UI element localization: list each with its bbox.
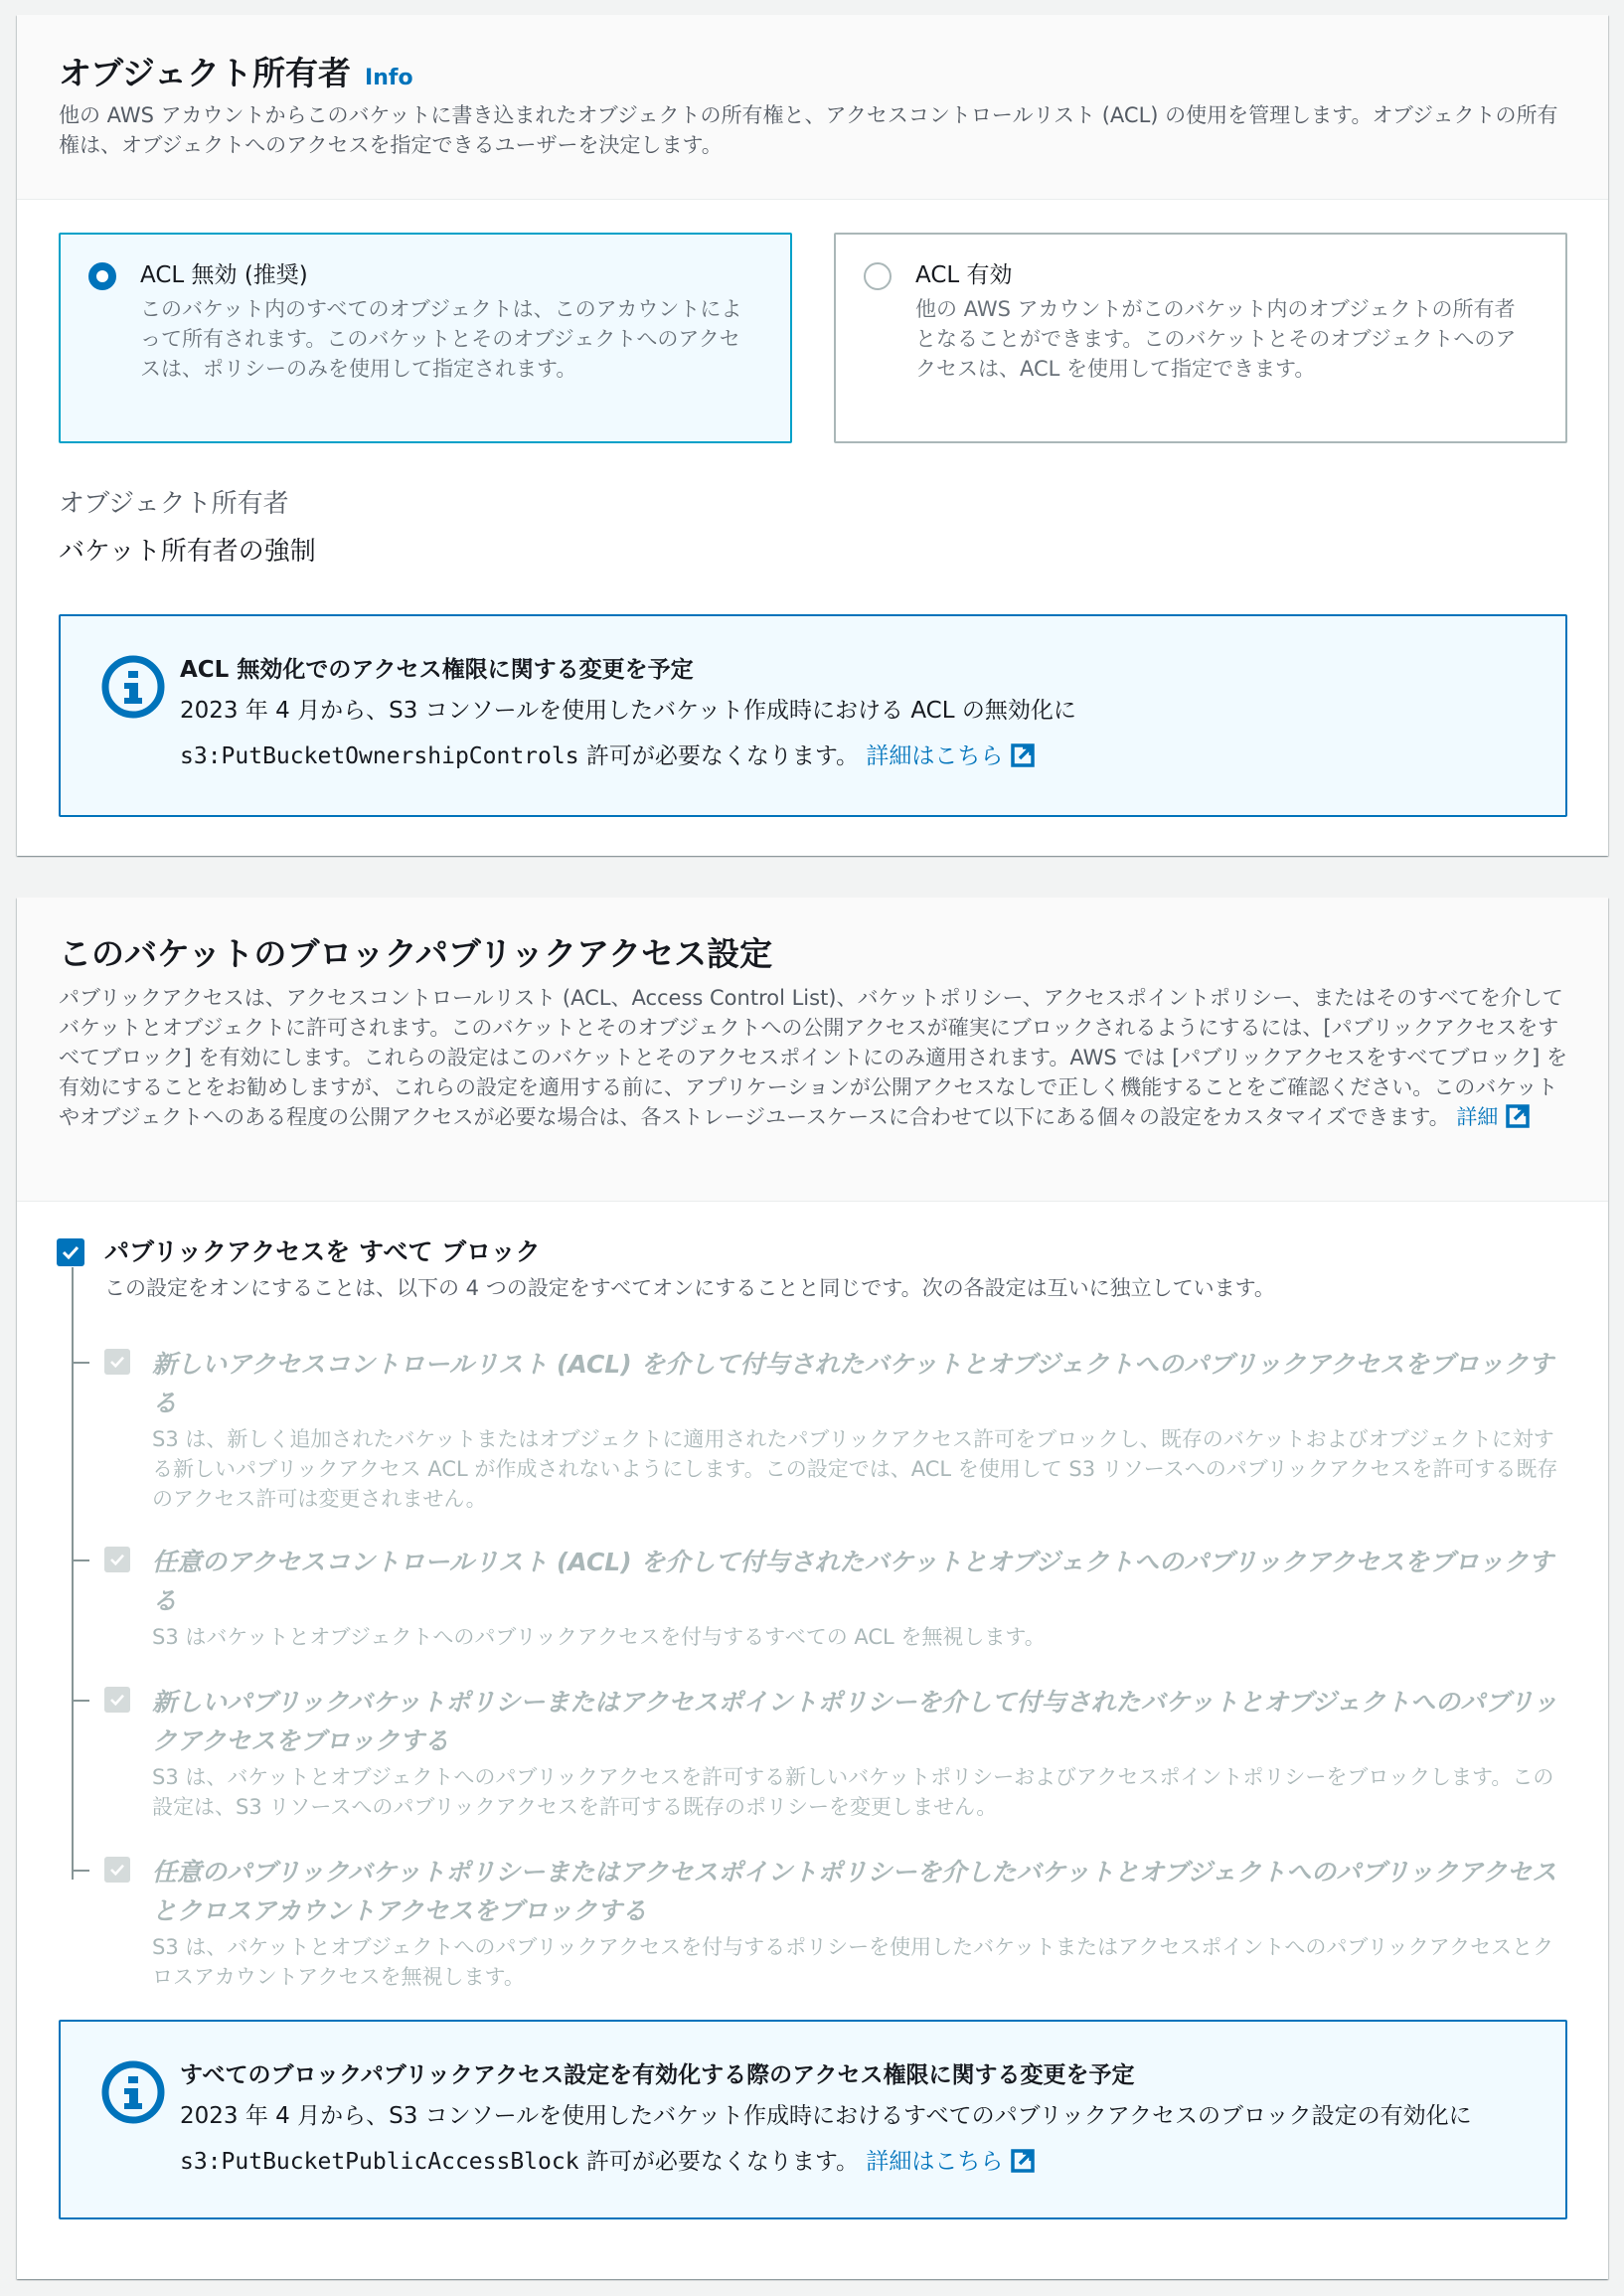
info-link[interactable]: Info <box>365 66 413 90</box>
block-public-access-description <box>59 983 1568 1132</box>
radio-selected-icon[interactable] <box>88 262 116 290</box>
alert-title: ACL 無効化でのアクセス権限に関する変更を予定 <box>180 657 694 683</box>
setting-block-any-policies <box>104 1853 1568 1992</box>
setting-description: S3 は、バケットとオブジェクトへのパブリックアクセスを付与するポリシーを使用したバケットまたはアクセスポイントへのパブリックアクセスとクロスアカウントアクセスを無視します。 <box>152 1935 1554 1989</box>
alert-text-after: 許可が必要なくなります。 <box>578 2149 860 2175</box>
setting-label: 任意のパブリックバケットポリシーまたはアクセスポイントポリシーを介したバケットとオブジェクトへのパブリックアクセスとクロスアカウントアクセスをブロックする <box>152 1858 1557 1925</box>
object-ownership-panel <box>17 15 1608 856</box>
alert-body <box>180 652 1526 779</box>
details-link[interactable] <box>1456 1105 1530 1129</box>
external-link-icon <box>1506 1104 1530 1128</box>
block-all-checkbox[interactable] <box>57 1238 84 1266</box>
block-public-access-header <box>17 898 1608 1202</box>
alert-permission-code: s3:PutBucketPublicAccessBlock <box>180 2149 579 2175</box>
learn-more-label: 詳細はこちら <box>866 2149 1004 2175</box>
check-icon <box>109 1694 125 1706</box>
tree-tick <box>72 1362 89 1364</box>
info-circle-icon <box>100 654 166 720</box>
setting-checkbox-disabled[interactable] <box>104 1857 130 1883</box>
alert-text <box>180 688 1526 779</box>
object-owner-field-value: バケット所有者の強制 <box>59 537 316 567</box>
check-icon <box>109 1356 125 1368</box>
acl-disabled-label: ACL 無効 (推奨) <box>140 262 308 288</box>
block-public-access-panel <box>17 898 1608 2279</box>
setting-description: S3 はバケットとオブジェクトへのパブリックアクセスを付与するすべての ACL を無視します。 <box>152 1625 1046 1649</box>
learn-more-label: 詳細はこちら <box>866 743 1004 769</box>
learn-more-link[interactable] <box>866 743 1035 769</box>
setting-block-new-policies <box>104 1683 1568 1822</box>
alert-permission-code: s3:PutBucketOwnershipControls <box>180 743 579 769</box>
info-circle-icon <box>100 2059 166 2125</box>
setting-description: S3 は、新しく追加されたバケットまたはオブジェクトに適用されたパブリックアクセス許可をブロックし、既存のバケットおよびオブジェクトに対する新しいパブリックアクセス ACL が作成されないようにします。この設定では、ACL を使用して S3 リソースへのパブリックアクセスを許可する既存のアクセス許可は変更されません。 <box>152 1427 1558 1511</box>
tree-tick <box>72 1559 89 1561</box>
acl-enabled-option[interactable] <box>834 233 1567 443</box>
object-ownership-title: オブジェクト所有者 <box>59 54 352 92</box>
block-all-label: パブリックアクセスを すべて ブロック <box>104 1237 541 1266</box>
object-ownership-description: 他の AWS アカウントからこのバケットに書き込まれたオブジェクトの所有権と、アクセスコントロールリスト (ACL) の使用を管理します。オブジェクトの所有権は、オブジェクトへのアクセスを指定できるユーザーを決定します。 <box>59 103 1558 157</box>
setting-block-any-acls <box>104 1543 1568 1652</box>
acl-enabled-description: 他の AWS アカウントがこのバケット内のオブジェクトの所有者となることができます。このバケットとそのオブジェクトへのアクセスは、ACL を使用して指定できます。 <box>915 297 1517 381</box>
acl-disabled-description: このバケット内のすべてのオブジェクトは、このアカウントによって所有されます。このバケットとそのオブジェクトへのアクセスは、ポリシーのみを使用して指定されます。 <box>140 297 742 381</box>
setting-description: S3 は、バケットとオブジェクトへのパブリックアクセスを許可する新しいバケットポリシーおよびアクセスポイントポリシーをブロックします。この設定は、S3 リソースへのパブリックアクセスを許可する既存のポリシーを変更しません。 <box>152 1765 1554 1819</box>
tree-tick <box>72 1870 89 1872</box>
alert-text-before: 2023 年 4 月から、S3 コンソールを使用したバケット作成時における ACL の無効化に <box>180 698 1076 724</box>
tree-line <box>72 1267 74 1880</box>
block-public-access-description-text: パブリックアクセスは、アクセスコントロールリスト (ACL、Access Control List)、バケットポリシー、アクセスポイントポリシー、またはそのすべてを介してバケットとオブジェクトに許可されます。このバケットとそのオブジェクトへの公開アクセスが確実にブロックされるようにするには、[パブリックアクセスをすべてブロック] を有効にします。これらの設定はこのバケットとそのアクセスポイントにのみ適用されます。AWS では [パブリックアクセスをすべてブロック] を有効にすることをお勧めしますが、これらの設定を適用する前に、アプリケーションが公開アクセスなしで正しく機能することをご確認ください。このバケットやオブジェクトへのある程度の公開アクセスが必要な場合は、各ストレージユースケースに合わせて以下にある個々の設定をカスタマイズできます。 <box>59 986 1567 1129</box>
acl-disabled-option[interactable] <box>59 233 792 443</box>
external-link-icon <box>1011 2149 1035 2173</box>
check-icon <box>62 1245 80 1259</box>
tree-tick <box>72 1700 89 1702</box>
alert-text-before: 2023 年 4 月から、S3 コンソールを使用したバケット作成時におけるすべてのパブリックアクセスのブロック設定の有効化に <box>180 2103 1472 2129</box>
check-icon <box>109 1864 125 1876</box>
setting-checkbox-disabled[interactable] <box>104 1349 130 1375</box>
object-ownership-header <box>17 15 1608 200</box>
external-link-icon <box>1011 743 1035 767</box>
setting-block-new-acls <box>104 1345 1568 1514</box>
setting-checkbox-disabled[interactable] <box>104 1547 130 1572</box>
setting-label: 新しいパブリックバケットポリシーまたはアクセスポイントポリシーを介して付与されたバケットとオブジェクトへのパブリックアクセスをブロックする <box>152 1688 1558 1755</box>
details-link-label: 詳細 <box>1456 1105 1499 1129</box>
check-icon <box>109 1554 125 1565</box>
block-public-access-info-alert <box>59 2020 1567 2219</box>
acl-enabled-label: ACL 有効 <box>915 262 1013 288</box>
alert-body <box>180 2057 1526 2185</box>
setting-checkbox-disabled[interactable] <box>104 1687 130 1713</box>
alert-text <box>180 2093 1526 2185</box>
setting-label: 任意のアクセスコントロールリスト (ACL) を介して付与されたバケットとオブジェクトへのパブリックアクセスをブロックする <box>152 1548 1553 1615</box>
block-all-description: この設定をオンにすることは、以下の 4 つの設定をすべてオンにすることと同じです。次の各設定は互いに独立しています。 <box>104 1276 1275 1300</box>
object-ownership-title-row <box>59 51 1568 96</box>
object-owner-field-label: オブジェクト所有者 <box>59 489 289 519</box>
alert-text-after: 許可が必要なくなります。 <box>578 743 860 769</box>
alert-title: すべてのブロックパブリックアクセス設定を有効化する際のアクセス権限に関する変更を予定 <box>180 2062 1135 2088</box>
acl-change-info-alert <box>59 614 1567 817</box>
radio-unselected-icon[interactable] <box>864 262 892 290</box>
block-public-access-title: このバケットのブロックパブリックアクセス設定 <box>59 934 773 973</box>
learn-more-link[interactable] <box>866 2149 1035 2175</box>
setting-label: 新しいアクセスコントロールリスト (ACL) を介して付与されたバケットとオブジェクトへのパブリックアクセスをブロックする <box>152 1350 1553 1417</box>
